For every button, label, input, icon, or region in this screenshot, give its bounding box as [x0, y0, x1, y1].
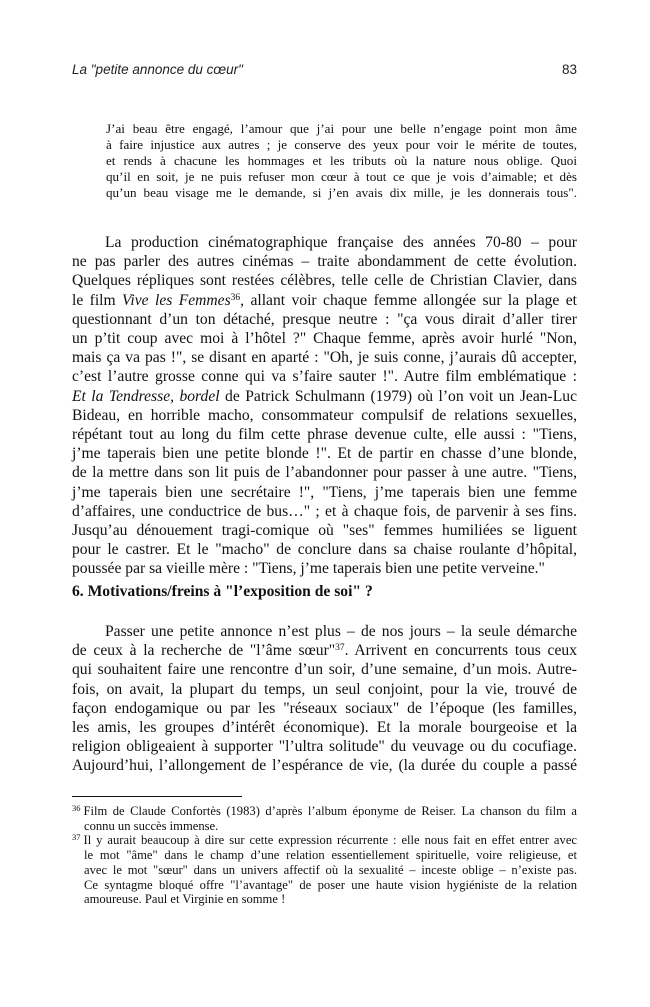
text-line: c’est l’autre grosse conne qui va s’faire sauter !". Autre film emblématique : [72, 368, 577, 386]
footnote-ref-37[interactable]: 37 [335, 643, 345, 654]
text-line [72, 291, 577, 310]
text-line: j’me taperais bien une secrétaire !", "Tiens, j’me taperais bien une femme [72, 483, 577, 501]
footnote-37 [72, 833, 577, 907]
text-line: poussée par sa vieille mère : "Tiens, j’me taperais bien une petite verveine." [72, 560, 545, 578]
text-span: le film [72, 291, 123, 309]
text-line: religion obligeaient à supporter "l’ultra solitude" du veuvage ou du cocufiage. [72, 738, 577, 756]
paragraph-petite-annonce [72, 622, 577, 776]
text-line: qui souhaitent faire une rencontre d’un soir, d’une semaine, d’un mois. Autre- [72, 661, 577, 679]
text-line: répétant tout au long du film cette phrase devenue culte, elle aussi : "Tiens, [72, 426, 577, 444]
text-line: fois, on avait, la plupart du temps, un seul conjoint, pour la vie, trouvé de [72, 680, 577, 698]
text-span: , allant voir chaque femme allongée sur la plage et [240, 291, 578, 309]
text-line: Quelques répliques sont restées célèbres, telle celle de Christian Clavier, dans [72, 272, 577, 290]
footnote-line: amoureuse. Paul et Virginie en somme ! [84, 892, 286, 907]
footnote-ref-36[interactable]: 36 [230, 292, 241, 303]
text-line [72, 387, 577, 406]
paragraph-film-production [72, 233, 577, 579]
text-span: Il y aurait beaucoup à dire sur cette expression récurrente : elle nous fait en effet entrer avec [83, 833, 577, 848]
footnote-line: connu un succès immense. [84, 818, 219, 833]
text-line: Bideau, en horrible macho, consommateur compulsif de relations sexuelles, [72, 406, 577, 424]
text-line: d’affaires, une conductrice de bus…" ; et à chaque fois, de parvenir à ses fins. [72, 502, 577, 520]
text-line: Aujourd’hui, l’allongement de l’espérance de vie, (la durée du couple a passé [72, 757, 577, 775]
text-line: pour le castrer. Et le "macho" de conclure dans sa chaise roulante d’hôpital, [72, 541, 577, 559]
running-title: La "petite annonce du cœur" [72, 62, 243, 77]
footnote-line: avec le mot "sœur" dans un univers affectif où la sexualité – inceste oblige – n’existe pas. [84, 862, 577, 877]
section-heading: 6. Motivations/freins à "l’exposition de soi" ? [72, 583, 373, 600]
text-line: j’me taperais bien une petite blonde !". Et de partir en chasse d’une blonde, [72, 445, 577, 463]
text-line: mais ça va pas !", se disant en aparté : "Oh, je suis conne, j’aurais dû accepter, [72, 349, 577, 367]
text-line: un p’tit coup avec moi à l’hôtel ?" Chaque femme, après avoir hurlé "Non, [72, 330, 577, 348]
text-line [72, 641, 577, 660]
film-title-vive-les-femmes: Vive les Femmes [122, 291, 231, 309]
footnote-line [72, 833, 577, 848]
text-line: La production cinématographique française des années 70-80 – pour [105, 234, 577, 251]
footnote-number: 36 [72, 803, 81, 813]
footnote-line: le mot "âme" dans le champ d’une relation essentiellement spirituelle, voire religieuse, et [84, 848, 577, 863]
footnote-line: Ce syntagme bloqué offre "l’avantage" de poser une haute vision hygiéniste de la relation [84, 877, 577, 892]
quote-line: qu’il en soit, je ne puis refuser mon cœur à tout ce que je vois d’aimable; et dès [106, 168, 577, 184]
quote-line: et rends à chacune les hommages et les tributs où la nature nous oblige. Quoi [106, 152, 577, 168]
footnote-separator [72, 796, 242, 797]
block-quote [106, 121, 577, 201]
quote-line: qu’un beau visage me le demande, si j’en avais dix mille, je les donnerais tous". [106, 184, 577, 200]
text-line: questionnant d’un ton détaché, presque neutre : "ça vous dirait d’aller tirer [72, 310, 577, 328]
footnotes [72, 804, 577, 907]
running-header [72, 62, 577, 80]
footnote-36 [72, 804, 577, 833]
text-line: façon endogamique ou par les "réseaux sociaux" de l’époque (les familles, [72, 699, 577, 717]
page-number: 83 [561, 62, 577, 77]
text-span: Film de Claude Confortès (1983) d’après l’album éponyme de Reiser. La chanson du film a [83, 804, 577, 818]
text-line: Jusqu’au dénouement tragi-comique où "ses" femmes humiliées se liguent [72, 522, 577, 540]
film-title-et-la-tendresse: Et la Tendresse, bordel [72, 387, 220, 405]
quote-line: à faire injustice aux autres ; je conserve des yeux pour voir le mérite de toutes, [106, 136, 577, 152]
text-span: . Arrivent en concurrents tous ceux [344, 642, 577, 660]
footnote-number: 37 [72, 832, 81, 843]
text-span: de ceux à la recherche de "l’âme sœur" [72, 642, 336, 660]
text-line: Passer une petite annonce n’est plus – de nos jours – la seule démarche [105, 623, 577, 640]
text-line: les amis, les groupes d’intérêt économique). Et la morale bourgeoise et la [72, 719, 577, 737]
text-span: de Patrick Schulmann (1979) où l’on voit un Jean-Luc [219, 387, 577, 405]
quote-line: J’ai beau être engagé, l’amour que j’ai pour une belle n’engage point mon âme [106, 121, 577, 136]
text-line: ne pas parler des autres cinémas – traite abondamment de cette évolution. [72, 253, 577, 271]
text-line: de la mettre dans son lit puis de l’abandonner pour passer à une autre. "Tiens, [72, 464, 577, 482]
footnote-line [72, 804, 577, 819]
